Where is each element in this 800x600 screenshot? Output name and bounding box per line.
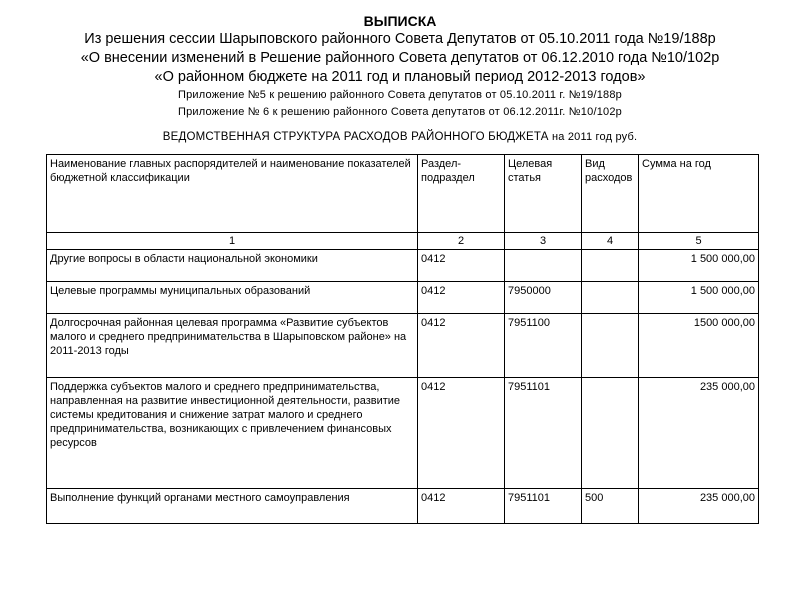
col-header-sum: Сумма на год: [639, 155, 759, 233]
cell-target: [505, 250, 582, 282]
column-number-row: [47, 233, 759, 250]
col-header-name: Наименование главных распорядителей и наименование показателей бюджетной классификации: [47, 155, 418, 233]
table-row: [47, 489, 759, 524]
document-title: ВЫПИСКА: [363, 13, 437, 29]
cell-sum: 235 000,00: [639, 489, 759, 524]
table-caption-unit: на 2011 год руб.: [552, 131, 638, 143]
cell-sum: 1 500 000,00: [639, 250, 759, 282]
appendix-line-1: Приложение №5 к решению районного Совета депутатов от 05.10.2011 г. №19/188р: [178, 89, 622, 101]
col-header-type: Вид расходов: [582, 155, 639, 233]
decision-line-3: «О районном бюджете на 2011 год и плановый период 2012-2013 годов»: [154, 69, 646, 85]
table-row: [47, 250, 759, 282]
cell-sum: 1 500 000,00: [639, 282, 759, 314]
cell-type: [582, 314, 639, 378]
col-number: 2: [418, 233, 505, 250]
appendix-line-2: Приложение № 6 к решению районного Совета депутатов от 06.12.2011г. №10/102р: [178, 106, 622, 118]
cell-type: [582, 282, 639, 314]
document-header: [0, 12, 800, 145]
col-number: 5: [639, 233, 759, 250]
cell-target: 7951100: [505, 314, 582, 378]
table-row: [47, 282, 759, 314]
cell-name: Выполнение функций органами местного самоуправления: [47, 489, 418, 524]
cell-section: 0412: [418, 378, 505, 489]
col-number: 4: [582, 233, 639, 250]
cell-name: Поддержка субъектов малого и среднего предпринимательства, направленная на развитие инвестиционной деятельности, развитие системы кредитования и снижение затрат малого и среднего предпринимательства, возникающих с привлечением финансовых ресурсов: [47, 378, 418, 489]
col-number: 1: [47, 233, 418, 250]
cell-target: 7951101: [505, 378, 582, 489]
cell-section: 0412: [418, 489, 505, 524]
table-row: [47, 314, 759, 378]
table-header-row: [47, 155, 759, 233]
cell-name: Другие вопросы в области национальной экономики: [47, 250, 418, 282]
cell-target: 7951101: [505, 489, 582, 524]
cell-sum: 235 000,00: [639, 378, 759, 489]
table-caption: [0, 129, 800, 145]
cell-target: 7950000: [505, 282, 582, 314]
cell-sum: 1500 000,00: [639, 314, 759, 378]
cell-name: Долгосрочная районная целевая программа «Развитие субъектов малого и среднего предпринимательства в Шарыповском районе» на 2011-2013 годы: [47, 314, 418, 378]
col-number: 3: [505, 233, 582, 250]
col-header-section: Раздел-подраздел: [418, 155, 505, 233]
cell-section: 0412: [418, 250, 505, 282]
budget-table: [46, 154, 759, 524]
col-header-target: Целевая статья: [505, 155, 582, 233]
cell-type: [582, 378, 639, 489]
cell-section: 0412: [418, 282, 505, 314]
cell-section: 0412: [418, 314, 505, 378]
cell-name: Целевые программы муниципальных образований: [47, 282, 418, 314]
decision-line-1: Из решения сессии Шарыповского районного Совета Депутатов от 05.10.2011 года №19/188р: [84, 31, 716, 47]
cell-type: [582, 250, 639, 282]
table-row: [47, 378, 759, 489]
table-caption-main: ВЕДОМСТВЕННАЯ СТРУКТУРА РАСХОДОВ РАЙОННОГО БЮДЖЕТА: [162, 131, 549, 143]
decision-line-2: «О внесении изменений в Решение районного Совета депутатов от 06.12.2010 года №10/102р: [80, 50, 720, 66]
cell-type: 500: [582, 489, 639, 524]
